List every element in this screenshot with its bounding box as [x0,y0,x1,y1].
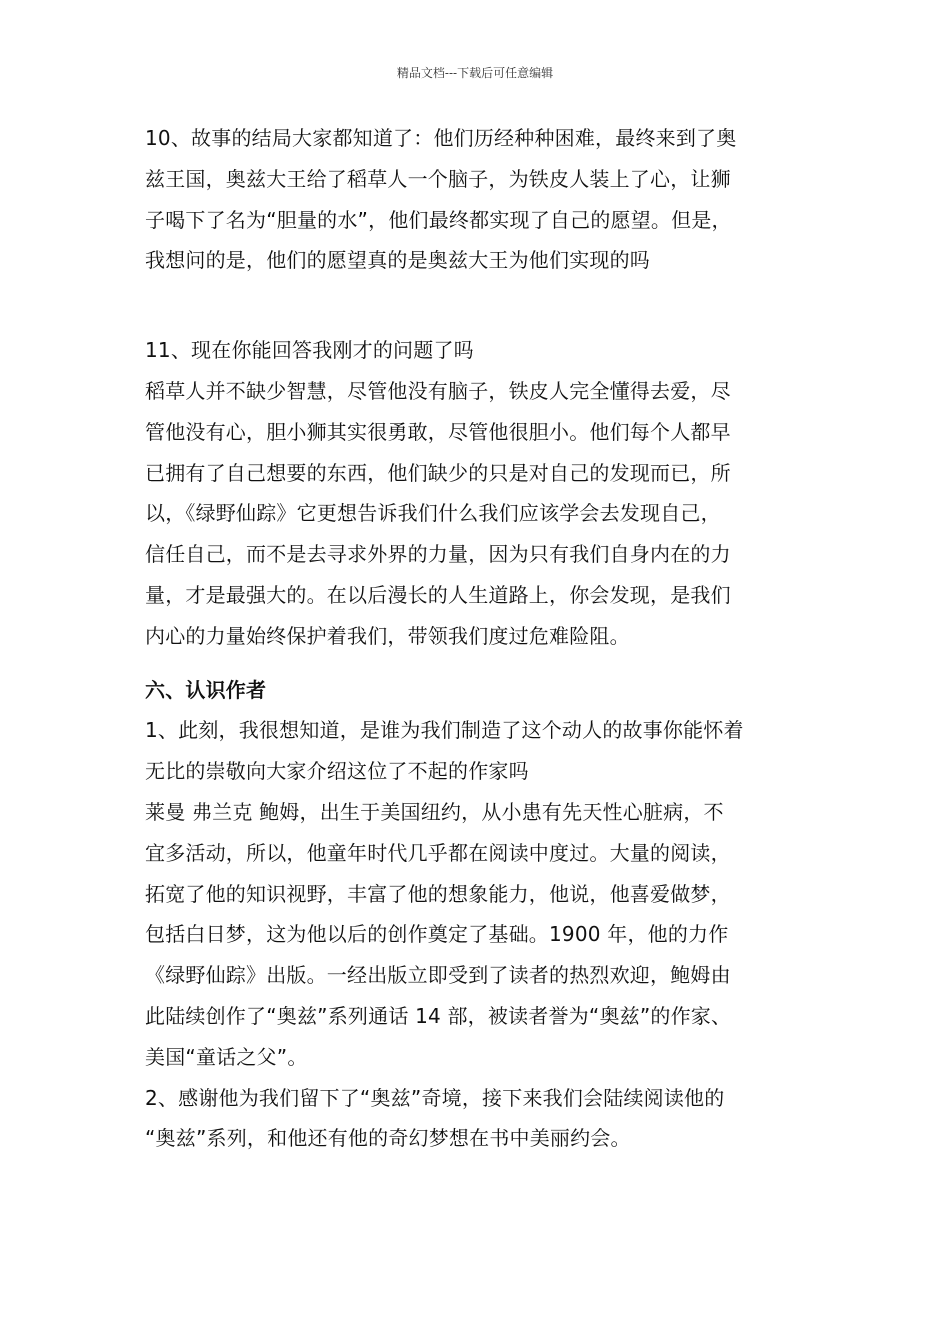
text-line: “奥兹”系列，和他还有他的奇幻梦想在书中美丽约会。 [145,1126,631,1151]
text-line: 子喝下了名为“胆量的水”，他们最终都实现了自己的愿望。但是， [145,207,732,232]
section-author [145,670,825,1160]
text-line: 美国“童话之父”。 [145,1044,308,1069]
text-line: 管他没有心，胆小狮其实很勇敢，尽管他很胆小。他们每个人都早 [145,419,731,444]
text-line: 以，《绿野仙踪》它更想告诉我们什么我们应该学会去发现自己， [145,501,721,526]
text-line: 已拥有了自己想要的东西，他们缺少的只是对自己的发现而已，所 [145,460,731,485]
text-line: 量，才是最强大的。在以后漫长的人生道路上，你会发现，是我们 [145,582,731,607]
text-line: 内心的力量始终保护着我们，带领我们度过危难险阻。 [145,623,630,648]
text-line: 《绿野仙踪》出版。一经出版立即受到了读者的热烈欢迎，鲍姆由 [145,963,731,988]
document-body [145,118,825,1159]
paragraph-10 [145,118,825,281]
section-heading: 六、认识作者 [145,677,267,702]
text-line: 此陆续创作了“奥兹”系列通话 14 部，被读者誉为“奥兹”的作家、 [145,1003,732,1028]
text-line: 兹王国，奥兹大王给了稻草人一个脑子，为铁皮人装上了心，让狮 [145,166,731,191]
paragraph-11 [145,330,825,656]
text-line: 信任自己，而不是去寻求外界的力量，因为只有我们自身内在的力 [145,542,731,567]
paragraph-spacer [145,281,825,330]
text-line: 2、感谢他为我们留下了“奥兹”奇境，接下来我们会陆续阅读他的 [145,1085,725,1110]
text-line: 1、此刻，我很想知道，是谁为我们制造了这个动人的故事你能怀着 [145,718,744,743]
text-line: 莱曼 弗兰克 鲍姆，出生于美国纽约，从小患有先天性心脏病，不 [145,799,724,824]
text-line: 11、现在你能回答我刚才的问题了吗 [145,338,474,363]
text-line: 我想问的是，他们的愿望真的是奥兹大王为他们实现的吗 [145,248,650,273]
text-line: 无比的崇敬向大家介绍这位了不起的作家吗 [145,759,529,784]
text-line: 稻草人并不缺少智慧，尽管他没有脑子，铁皮人完全懂得去爱，尽 [145,378,731,403]
text-line: 10、故事的结局大家都知道了：他们历经种种困难，最终来到了奥 [145,126,737,150]
text-line: 拓宽了他的知识视野，丰富了他的想象能力，他说，他喜爱做梦， [145,881,731,906]
text-line: 宜多活动，所以，他童年时代几乎都在阅读中度过。大量的阅读， [145,840,731,865]
page-header: 精品文档---下载后可任意编辑 [396,66,554,80]
text-line: 包括白日梦，这为他以后的创作奠定了基础。1900 年，他的力作 [145,922,729,947]
paragraph-spacer [145,657,825,670]
